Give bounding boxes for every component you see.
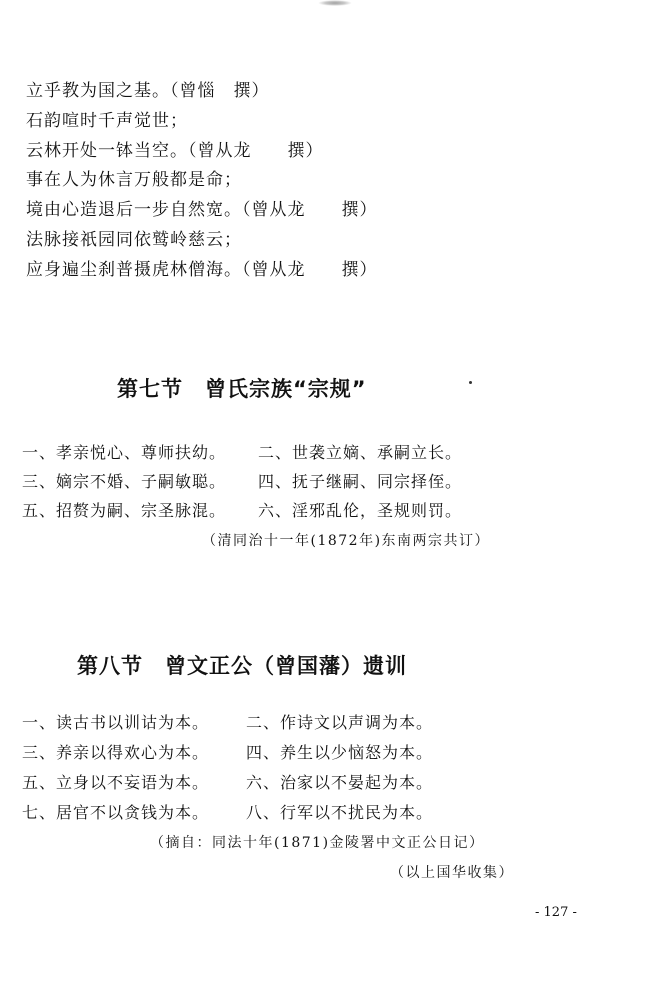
rule-row [22,469,622,493]
couplet-line: 云林开处一钵当空。（曾从龙 撰） [26,141,324,161]
rule-item: 三、养亲以得欢心为本。 [22,743,210,762]
rule-item: 五、立身以不妄语为本。 [22,773,210,792]
rule-item: 五、招赘为嗣、宗圣脉混。 [22,501,227,520]
rule-item: 三、嫡宗不婚、子嗣敏聪。 [22,472,227,491]
rule-row [22,740,622,764]
scan-edge-mark [318,0,352,6]
rule-item: 七、居官不以贪钱为本。 [22,803,210,822]
rule-item: 六、淫邪乱伦，圣规则罚。 [258,501,463,520]
section-title-7: 第七节 曾氏宗族“宗规” [117,377,367,401]
couplet-line: 法脉接祇园同依鹫岭慈云； [26,230,242,250]
rule-row [22,800,622,824]
couplet-line: 石韵喧时千声觉世； [26,111,188,131]
section8-note: （摘自：同法十年(1871)金陵署中文正公日记） [150,835,485,851]
rule-item: 一、孝亲悦心、尊师扶幼。 [22,443,227,462]
scan-speck [469,381,472,384]
rule-row [22,710,622,734]
rule-item: 二、世袭立嫡、承嗣立长。 [258,443,463,462]
collector-note: （以上国华收集） [390,865,514,881]
rule-item: 一、读古书以训诂为本。 [22,713,210,732]
rule-item: 六、治家以不晏起为本。 [246,773,434,792]
couplet-line: 境由心造退后一步自然宽。（曾从龙 撰） [26,200,378,220]
couplet-line: 应身遍尘刹普摄虎林僧海。（曾从龙 撰） [26,260,378,280]
section-title-8: 第八节 曾文正公（曾国藩）遗训 [77,654,407,678]
rule-row [22,440,622,464]
rule-item: 二、作诗文以声调为本。 [246,713,434,732]
section7-note: （清同治十一年(1872年)东南两宗共订） [202,533,491,549]
rule-item: 八、行军以不扰民为本。 [246,803,434,822]
couplet-line: 立乎教为国之基。（曾惱 撰） [26,81,270,101]
rule-row [22,770,622,794]
rule-item: 四、抚子继嗣、同宗择侄。 [258,472,463,491]
page-number: - 127 - [535,905,577,920]
rule-row [22,498,622,522]
rule-item: 四、养生以少恼怒为本。 [246,743,434,762]
couplet-line: 事在人为休言万般都是命； [26,170,242,190]
